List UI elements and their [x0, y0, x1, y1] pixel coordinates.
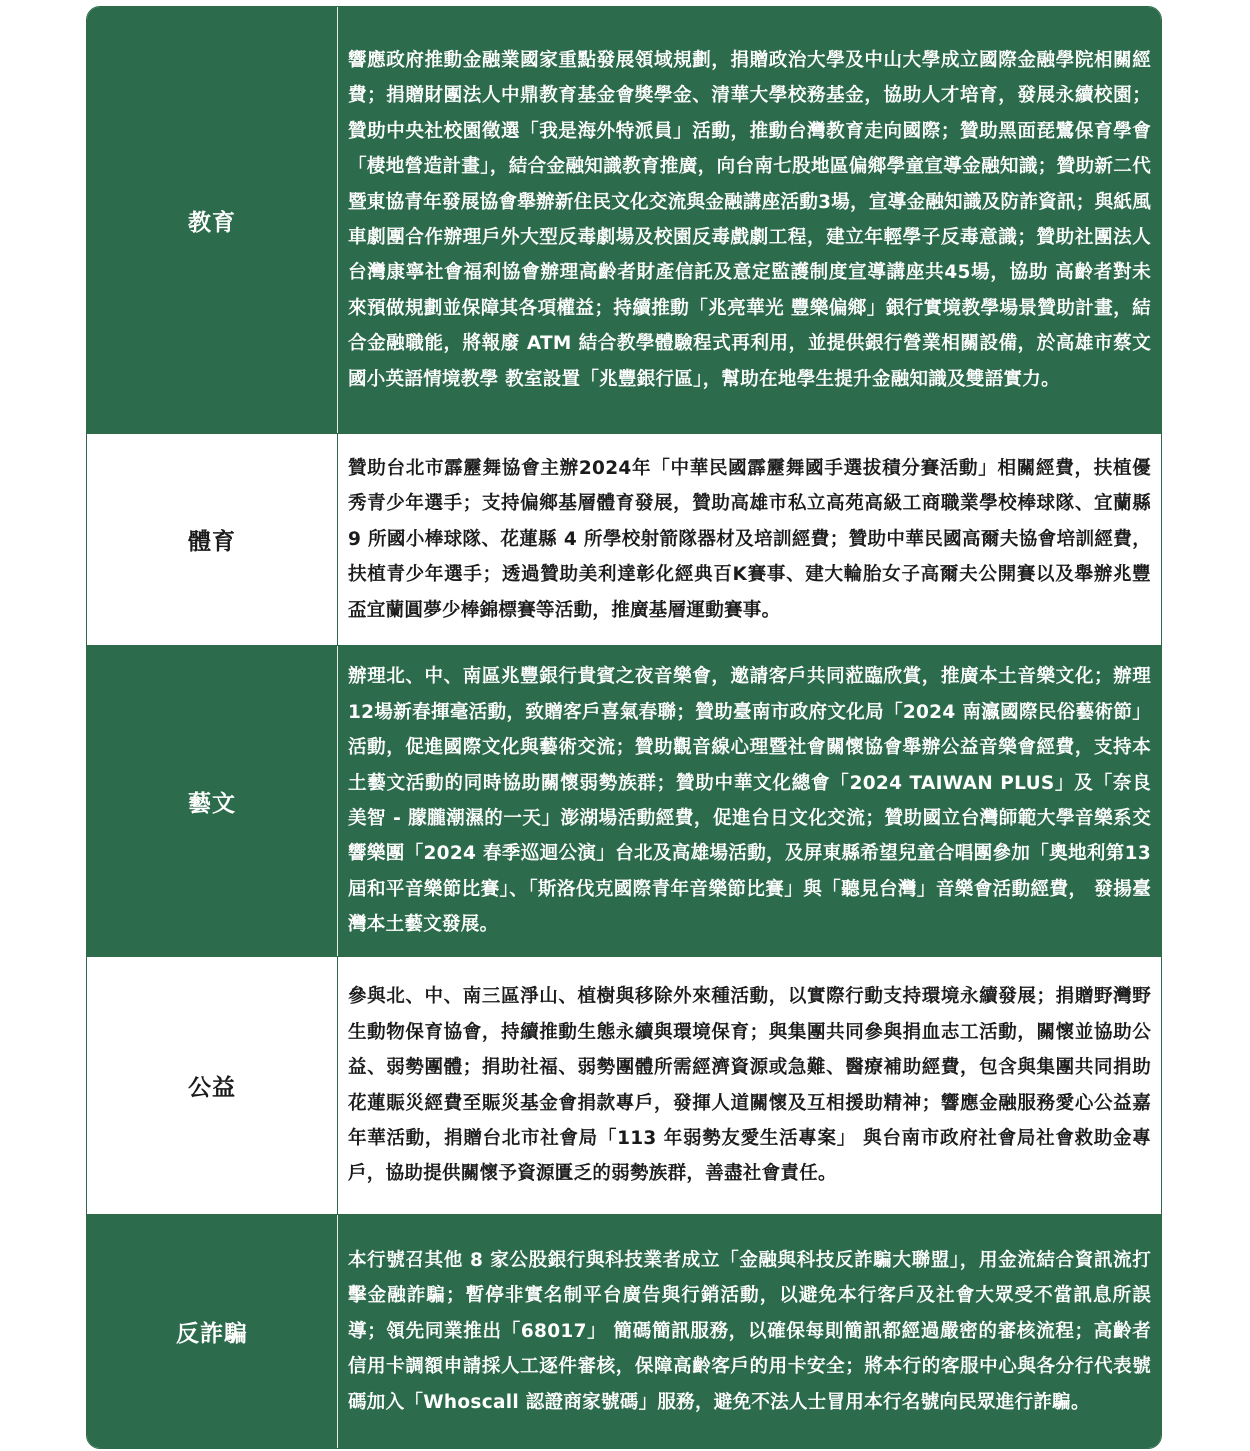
category-description [337, 1215, 1161, 1448]
description-text: 贊助台北市霹靂舞協會主辦2024年「中華民國霹靂舞國手選拔積分賽活動」相關經費，扶植優秀青少年選手；支持偏鄉基層體育發展，贊助高雄市私立高苑高級工商職業學校棒球隊、宜蘭縣 9 所國小棒球隊、花蓮縣 4 所學校射箭隊器材及培訓經費；贊助中華民國高爾夫協會培訓經費，扶植青少年選手；透過贊助美利達彰化經典百K賽事、建大輪胎女子高爾夫公開賽以及舉辦兆豐盃宜蘭圓夢少棒錦標賽等活動，推廣基層運動賽事。 [348, 457, 1151, 621]
category-description [337, 646, 1161, 956]
category-description [337, 7, 1161, 433]
category-label: 體育 [188, 529, 236, 555]
table-row-anti-fraud [87, 1214, 1161, 1448]
category-label: 教育 [188, 209, 236, 236]
category-label: 反詐騙 [176, 1321, 248, 1347]
table-row-sports [87, 433, 1161, 645]
table-row-education [87, 7, 1161, 433]
category-description [337, 957, 1161, 1214]
table-row-public-welfare [87, 956, 1161, 1214]
description-text: 參與北、中、南三區淨山、植樹與移除外來種活動，以實際行動支持環境永續發展；捐贈野灣野生動物保育協會，持續推動生態永續與環境保育；與集團共同參與捐血志工活動，關懷並協助公益、弱勢團體；捐助社福、弱勢團體所需經濟資源或急難、醫療補助經費，包含與集團共同捐助花蓮賑災經費至賑災基金會捐款專戶，發揮人道關懷及互相援助精神；響應金融服務愛心公益嘉年華活動，捐贈台北市社會局「113 年弱勢友愛生活專案」 與台南市政府社會局社會救助金專戶，協助提供關懷予資源匱乏的弱勢族群，善盡社會責任。 [348, 986, 1151, 1185]
category-label: 藝文 [188, 790, 236, 817]
description-text: 辦理北、中、南區兆豐銀行貴賓之夜音樂會，邀請客戶共同蒞臨欣賞，推廣本土音樂文化；辦理12場新春揮毫活動，致贈客戶喜氣春聯；贊助臺南市政府文化局「2024 南瀛國際民俗藝術節」活動，促進國際文化與藝術交流；贊助觀音線心理暨社會關懷協會舉辦公益音樂會經費，支持本土藝文活動的同時協助關懷弱勢族群；贊助中華文化總會「2024 TAIWAN PLUS」及「奈良美智 - 朦朧潮濕的一天」澎湖場活動經費，促進台日文化交流；贊助國立台灣師範大學音樂系交響樂團「2024 春季巡迴公演」台北及高雄場活動，及屏東縣希望兒童合唱團參加「奧地利第13屆和平音樂節比賽」、「斯洛伐克國際青年音樂節比賽」與「聽見台灣」音樂會活動經費， 發揚臺灣本土藝文發展。 [348, 666, 1151, 936]
description-text: 本行號召其他 8 家公股銀行與科技業者成立「金融與科技反詐騙大聯盟」，用金流結合資訊流打擊金融詐騙；暫停非實名制平台廣告與行銷活動，以避免本行客戶及社會大眾受不當訊息所誤導；領先同業推出「68017」 簡碼簡訊服務，以確保每則簡訊都經過嚴密的審核流程；高齡者信用卡調額申請採人工逐件審核，保障高齡客戶的用卡安全；將本行的客服中心與各分行代表號碼加入「Whoscall 認證商家號碼」服務，避免不法人士冒用本行名號向民眾進行詐騙。 [348, 1249, 1151, 1413]
category-label: 公益 [188, 1075, 236, 1101]
csr-activity-table [86, 6, 1162, 1449]
table-row-arts [87, 645, 1161, 956]
description-text: 響應政府推動金融業國家重點發展領域規劃，捐贈政治大學及中山大學成立國際金融學院相關經費；捐贈財團法人中鼎教育基金會獎學金、清華大學校務基金，協助人才培育，發展永續校園；贊助中央社校園徵選「我是海外特派員」活動，推動台灣教育走向國際；贊助黑面琵鷺保育學會「棲地營造計畫」，結合金融知識教育推廣，向台南七股地區偏鄉學童宣導金融知識；贊助新二代暨東協青年發展協會舉辦新住民文化交流與金融講座活動3場，宣導金融知識及防詐資訊；與紙風車劇團合作辦理戶外大型反毒劇場及校園反毒戲劇工程，建立年輕學子反毒意識；贊助社團法人台灣康寧社會福利協會辦理高齡者財產信託及意定監護制度宣導講座共45場，協助 高齡者對未來預做規劃並保障其各項權益；持續推動「兆亮華光 豐樂偏鄉」銀行實境教學場景贊助計畫，結合金融職能，將報廢 ATM 結合教學體驗程式再利用，並提供銀行營業相關設備，於高雄市蔡文國小英語情境教學 教室設置「兆豐銀行區」，幫助在地學生提升金融知識及雙語實力。 [348, 49, 1151, 390]
category-description [337, 434, 1161, 645]
